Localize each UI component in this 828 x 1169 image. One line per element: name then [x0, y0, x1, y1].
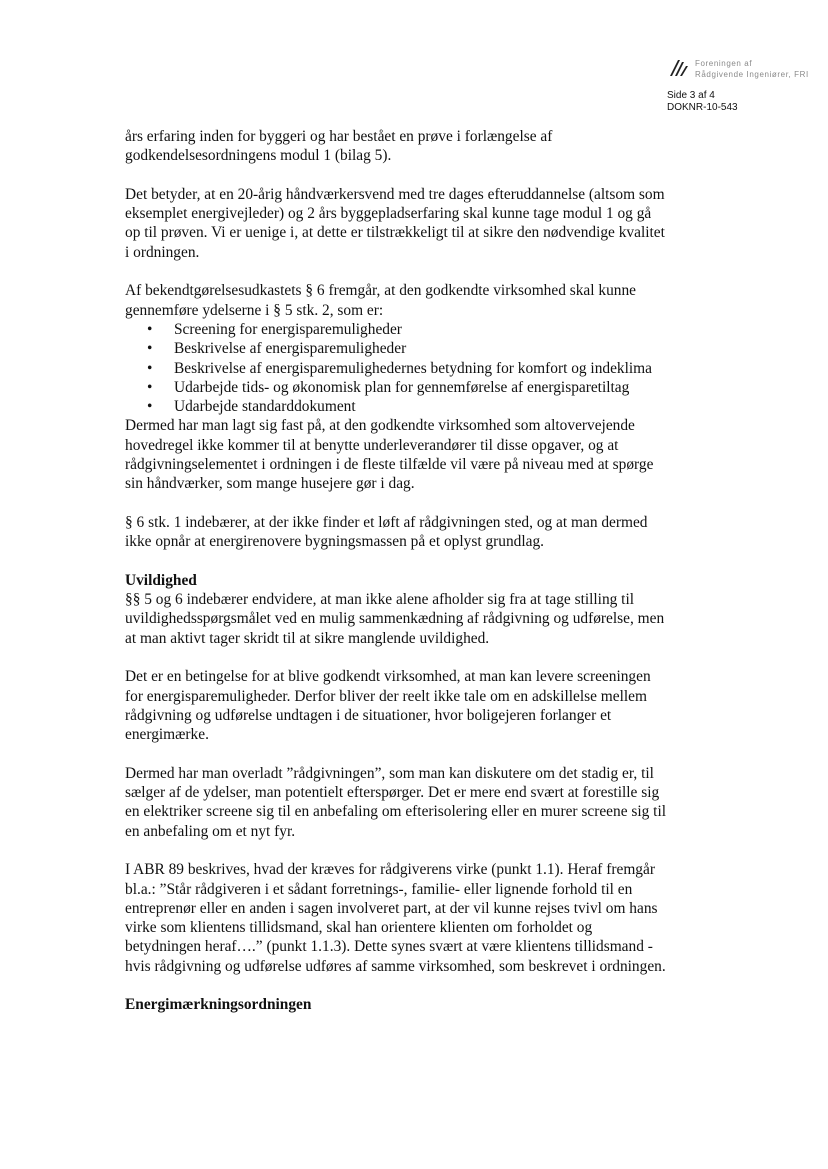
- logo-line1: Foreningen af: [695, 59, 753, 68]
- list-item: • Udarbejde standarddokument: [147, 398, 356, 416]
- paragraph: Af bekendtgørelsesudkastets § 6 fremgår, at den godkendte virksomhed skal kunne gennemføre ydelserne i § 5 stk. 2, som er:: [125, 282, 636, 319]
- bullet-icon: •: [147, 320, 153, 338]
- list-item: • Beskrivelse af energisparemuligheder: [147, 340, 407, 358]
- list-item: • Beskrivelse af energisparemulighedernes betydning for komfort og indeklima: [147, 359, 652, 377]
- paragraph: Det betyder, at en 20-årig håndværkersvend med tre dages efteruddannelse (altsom som eksemplet energivejleder) og 2 års byggepladserfaring skal kunne tage modul 1 og gå op til prøven. Vi er uenige i, at dette er tilstrækkeligt til at sikre den nødvendige kvalitet i ordningen.: [125, 185, 665, 261]
- logo-line2: Rådgivende Ingeniører, FRI: [695, 70, 809, 79]
- page-header-meta: [667, 90, 738, 114]
- bullet-icon: •: [147, 340, 153, 358]
- fri-logo-icon: [668, 58, 692, 78]
- bullet-icon: •: [147, 398, 153, 416]
- bullet-icon: •: [147, 378, 153, 396]
- paragraph: års erfaring inden for byggeri og har bestået en prøve i forlængelse af godkendelsesordningens modul 1 (bilag 5).: [125, 128, 553, 165]
- paragraph: Dermed har man overladt ”rådgivningen”, som man kan diskutere om det stadig er, til sælger af de ydelser, man potentielt efterspørger. Det er mere end svært at forestille sig en elektriker screene sig til en anbefaling om efterisolering eller en murer screene sig til en anbefaling om et nyt fyr.: [125, 764, 667, 840]
- section-heading: Energimærkningsordningen: [125, 996, 312, 1014]
- bullet-list: [125, 320, 670, 416]
- paragraph: Dermed har man lagt sig fast på, at den godkendte virksomhed som altovervejende hovedregel ikke kommer til at benytte underleverandører til disse opgaver, og at rådgivningselementet i ordningen i de fleste tilfælde vil være på niveau med at spørge sin håndværker, som mange husejere gør i dag.: [125, 417, 654, 493]
- list-item: • Udarbejde tids- og økonomisk plan for gennemførelse af energisparetiltag: [147, 378, 630, 396]
- paragraph: I ABR 89 beskrives, hvad der kræves for rådgiverens virke (punkt 1.1). Heraf fremgår bl.a.: ”Står rådgiveren i et sådant forretnings-, familie- eller lignende forhold til en entreprenør eller en anden i sagen involveret part, at der vil kunne rejses tvivl om hans virke som klientens tillidsmand, skal han orientere klienten om forholdet og betydningen heraf….” (punkt 1.1.3). Dette synes svært at være klientens tillidsmand - hvis rådgivning og udførelse udføres af samme virksomhed, som beskrevet i ordningen.: [125, 861, 666, 975]
- list-item: • Screening for energisparemuligheder: [147, 320, 402, 338]
- section-heading: Uvildighed: [125, 571, 197, 589]
- bullet-icon: •: [147, 359, 153, 377]
- paragraph: Det er en betingelse for at blive godkendt virksomhed, at man kan levere screeningen for energisparemuligheder. Derfor bliver der reelt ikke tale om en adskillelse mellem rådgivning og udførelse undtagen i de situationer, hvor boligejeren forlanger et energimærke.: [125, 668, 651, 744]
- paragraph: §§ 5 og 6 indebærer endvidere, at man ikke alene afholder sig fra at tage stilling til uvildighedsspørgsmålet ved en mulig sammenkædning af rådgivning og udførelse, men at man aktivt tager skridt til at sikre manglende uvildighed.: [125, 591, 665, 647]
- document-body: [125, 127, 670, 1015]
- page-number: Side 3 af 4: [667, 90, 715, 101]
- document-number: DOKNR-10-543: [667, 102, 738, 113]
- fri-logo: [668, 55, 808, 85]
- logo-text: [695, 58, 809, 80]
- paragraph: § 6 stk. 1 indebærer, at der ikke finder et løft af rådgivningen sted, og at man dermed ikke opnår at energirenovere bygningsmassen på et oplyst grundlag.: [125, 513, 648, 551]
